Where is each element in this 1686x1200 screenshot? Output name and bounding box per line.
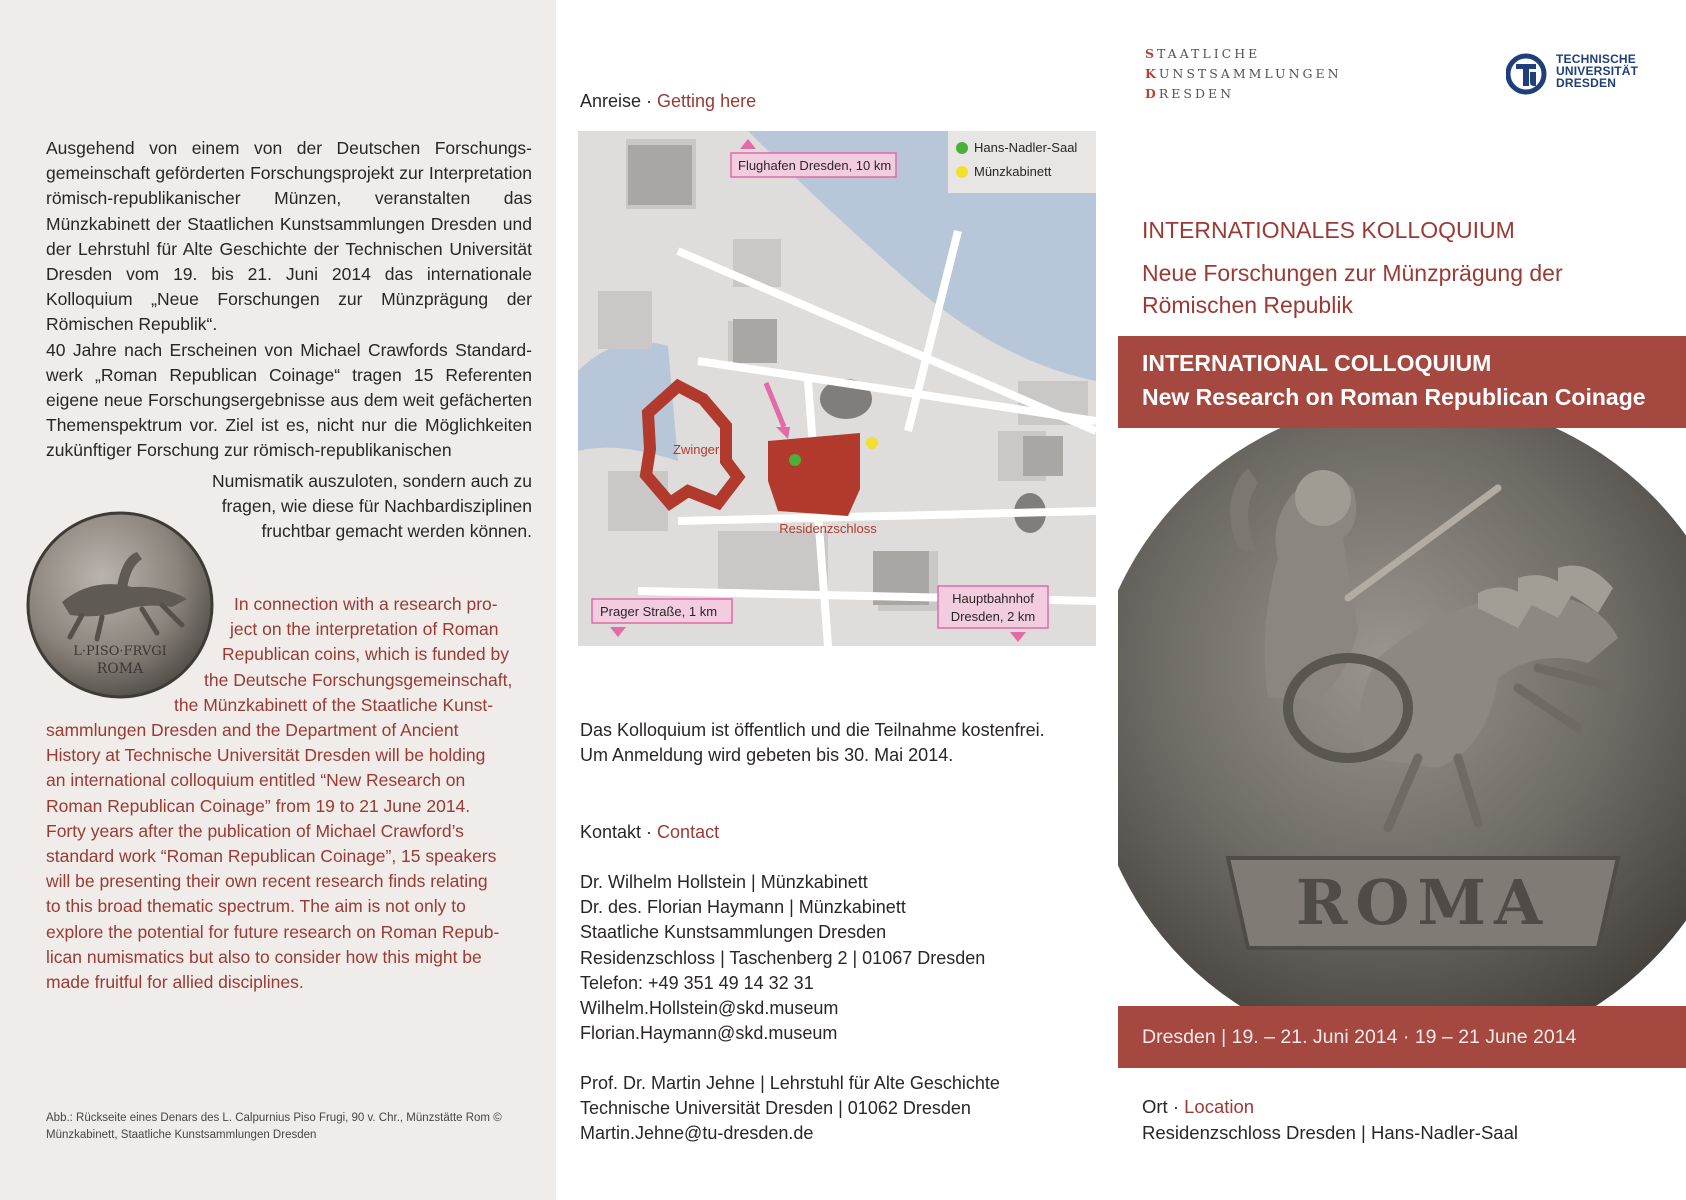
map-label-hbf-line2: Dresden, 2 km <box>950 609 1036 624</box>
tud-logo-line: UNIVERSITÄT <box>1556 64 1639 78</box>
german-tail-line: fruchtbar gemacht werden können. <box>261 521 532 542</box>
contact-block-skd <box>580 870 985 1046</box>
right-panel <box>1118 0 1686 1200</box>
date-band <box>1118 1006 1686 1068</box>
skd-logo-word: UNSTSAMMLUNGEN <box>1158 66 1342 81</box>
skd-logo-word: TAATLICHE <box>1157 46 1261 61</box>
anreise-label-en: Getting here <box>657 91 757 111</box>
english-line: explore the potential for future research on Roman Repub- <box>46 921 500 942</box>
contact-line: Staatliche Kunstsammlungen Dresden <box>580 922 887 943</box>
coin-roma-text: ROMA <box>96 661 144 677</box>
location-label-en: Location <box>1184 1096 1255 1117</box>
kontakt-heading <box>580 822 719 843</box>
english-line: to this broad thematic spectrum. The aim is not only to <box>46 896 466 917</box>
german-paragraph-2: 40 Jahre nach Erscheinen von Michael Crawfords Standard-werk „Roman Republican Coinage“ tragen 15 Referenten eigene neue Forschungsergebnisse aus dem weit gefächerten Themenspektrum vor. Ziel ist es, nicht nur die Möglichkeiten zukünftiger Forschung zur römisch-republikanischen <box>46 339 532 461</box>
left-panel <box>0 0 556 1200</box>
subtitle-english: New Research on Roman Republican Coinage <box>1142 384 1646 410</box>
english-intro <box>46 592 532 995</box>
image-caption: Abb.: Rückseite eines Denars des L. Calpurnius Piso Frugi, 90 v. Chr., Münzstätte Rom © Münzkabinett, Staatliche Kunstsammlungen Dresden <box>46 1112 502 1141</box>
skd-logo-initial: S <box>1145 46 1158 61</box>
contact-line: Dr. Wilhelm Hollstein | Münzkabinett <box>580 872 868 892</box>
english-line: History at Technische Universität Dresden will be holding <box>46 745 486 766</box>
coin-legend-text: L·PISO·FRVGI <box>73 644 167 659</box>
attendance-info <box>580 718 1045 768</box>
tud-logo-line: DRESDEN <box>1556 76 1617 90</box>
title-german: INTERNATIONALES KOLLOQUIUM <box>1142 217 1515 243</box>
english-line: Forty years after the publication of Michael Crawford’s <box>46 820 464 841</box>
english-title-band <box>1118 336 1686 428</box>
tud-logo-line: TECHNISCHE <box>1556 52 1637 66</box>
map-label-hbf-line1: Hauptbahnhof <box>952 591 1034 606</box>
tu-dresden-logo-text <box>1556 53 1638 89</box>
english-line: the Münzkabinett of the Staatliche Kunst- <box>174 694 494 715</box>
contact-line: Prof. Dr. Martin Jehne | Lehrstuhl für Alte Geschichte <box>580 1073 1000 1093</box>
english-line: Republican coins, which is funded by <box>222 644 509 665</box>
location-label-de: Ort · <box>1142 1096 1185 1117</box>
legend-hans-nadler-saal: Hans-Nadler-Saal <box>974 140 1078 155</box>
map-label-prager: Prager Straße, 1 km <box>600 604 718 619</box>
anreise-label-de: Anreise · <box>580 91 658 111</box>
german-intro <box>46 136 532 464</box>
contact-block-tud <box>580 1071 1000 1147</box>
map-label-zwinger: Zwinger <box>673 442 720 457</box>
english-line: an international colloquium entitled “New Research on <box>46 770 466 791</box>
english-line: made fruitful for allied disciplines. <box>46 972 304 993</box>
subtitle-german-line: Neue Forschungen zur Münzprägung der <box>1142 260 1563 286</box>
skd-logo-initial: K <box>1145 66 1159 81</box>
english-line: the Deutsche Forschungsgemeinschaft, <box>204 669 513 690</box>
location-heading <box>1142 1096 1254 1118</box>
english-line: sammlungen Dresden and the Department of Ancient <box>46 720 459 741</box>
german-tail-line: Numismatik auszuloten, sondern auch zu <box>211 471 532 491</box>
roman-coin-image <box>1118 428 1686 1006</box>
contact-email[interactable]: Martin.Jehne@tu-dresden.de <box>580 1123 814 1144</box>
skd-logo <box>1145 44 1342 104</box>
kontakt-label-en: Contact <box>657 822 720 842</box>
map-label-flughafen: Flughafen Dresden, 10 km <box>738 158 892 173</box>
legend-muenzkabinett: Münzkabinett <box>974 164 1052 179</box>
info-line: Das Kolloquium ist öffentlich und die Teilnahme kostenfrei. <box>580 720 1045 740</box>
english-line: ject on the interpretation of Roman <box>230 619 499 640</box>
middle-panel <box>556 0 1118 1200</box>
english-line: will be presenting their own recent research finds relating <box>46 871 488 892</box>
german-tail-line: fragen, wie diese für Nachbardisziplinen <box>221 496 532 517</box>
english-line: In connection with a research pro- <box>234 594 498 614</box>
contact-line: Dr. des. Florian Haymann | Münzkabinett <box>580 897 906 918</box>
german-paragraph: Ausgehend von einem von der Deutschen Forschungs-gemeinschaft geförderten Forschungsprojekt zur Interpretation römisch-republikanischer Münzen, veranstalten das Münzkabinett der Staatlichen Kunstsammlungen Dresden und der Lehrstuhl für Alte Geschichte der Technischen Universität Dresden vom 19. bis 21. Juni 2014 das internationale Kolloquium „Neue Forschungen zur Münzprägung der Römischen Republik“. <box>46 138 532 335</box>
english-line: lican numismatics but also to consider how this might be <box>46 946 482 967</box>
contact-line: Technische Universität Dresden | 01062 Dresden <box>580 1098 971 1119</box>
skd-logo-initial: D <box>1145 86 1159 101</box>
muenzkabinett-marker <box>866 437 878 449</box>
skd-logo-word: RESDEN <box>1158 86 1235 101</box>
english-line: Roman Republican Coinage” from 19 to 21 June 2014. <box>46 795 471 816</box>
event-date: Dresden | 19. – 21. Juni 2014 · 19 – 21 June 2014 <box>1142 1026 1577 1048</box>
hans-nadler-saal-marker <box>789 454 801 466</box>
subtitle-german-line: Römischen Republik <box>1142 292 1353 318</box>
location-map[interactable] <box>578 131 1096 646</box>
anreise-heading <box>580 91 756 112</box>
coin-roma-inscription: ROMA <box>1295 866 1551 939</box>
map-label-residenzschloss: Residenzschloss <box>779 521 877 536</box>
subtitle-german <box>1142 257 1563 321</box>
kontakt-label-de: Kontakt · <box>580 822 658 842</box>
contact-email[interactable]: Wilhelm.Hollstein@skd.museum <box>580 998 839 1019</box>
contact-email[interactable]: Florian.Haymann@skd.museum <box>580 1023 838 1044</box>
english-line: standard work “Roman Republican Coinage”, 15 speakers <box>46 846 497 867</box>
title-english: INTERNATIONAL COLLOQUIUM <box>1142 350 1492 376</box>
contact-line: Residenzschloss | Taschenberg 2 | 01067 Dresden <box>580 947 986 968</box>
info-line: Um Anmeldung wird gebeten bis 30. Mai 2014. <box>580 745 954 766</box>
contact-phone: Telefon: +49 351 49 14 32 31 <box>580 972 814 993</box>
venue-name: Residenzschloss Dresden | Hans-Nadler-Saal <box>1142 1122 1518 1143</box>
